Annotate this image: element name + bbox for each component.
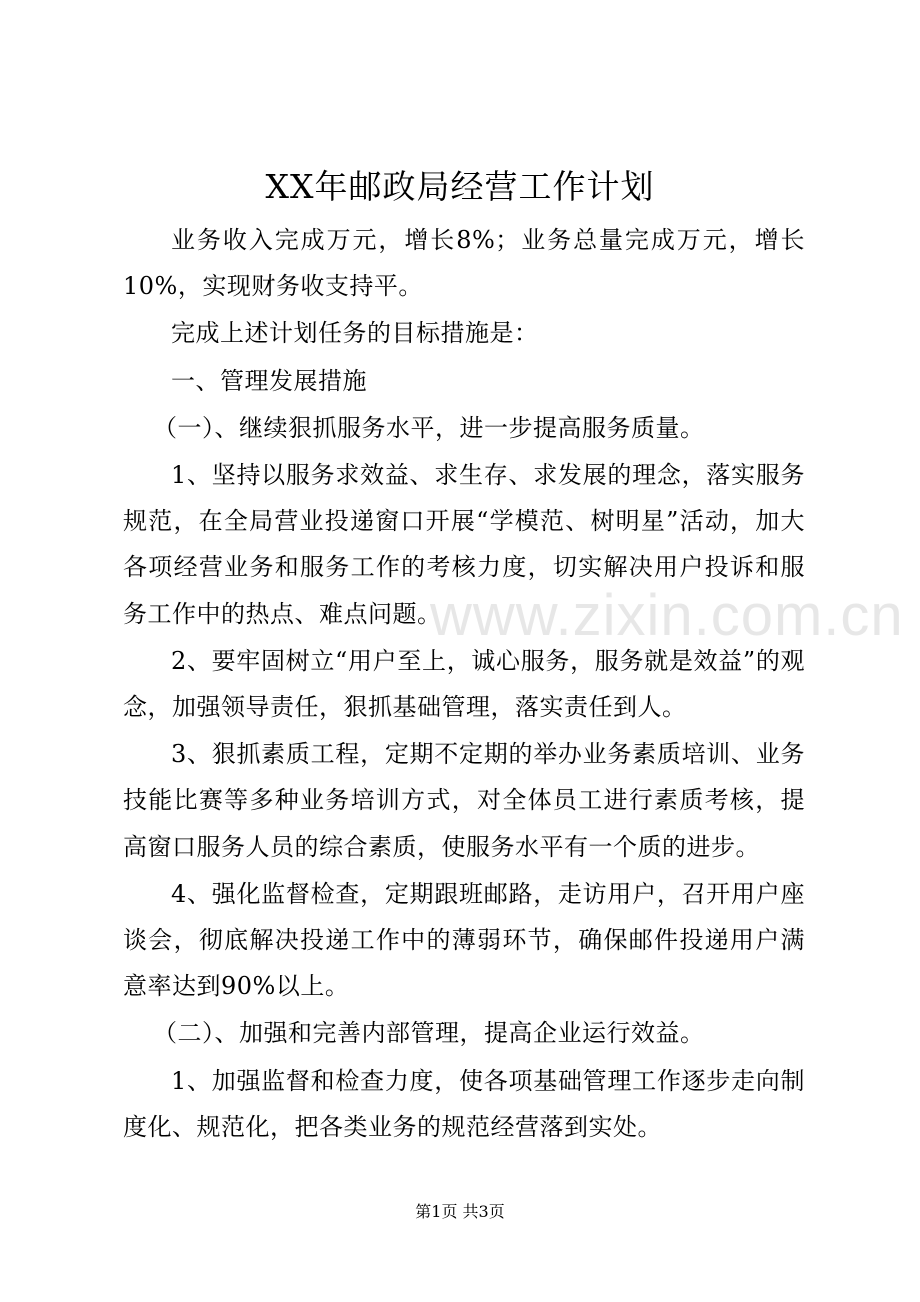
section-heading-management: 一、管理发展措施 [171, 366, 367, 395]
paragraph-item-3: 3、狠抓素质工程，定期不定期的举办业务素质培训、业务技能比赛等多种业务培训方式，对全体员工进行素质考核，提高窗口服务人员的综合素质，使服务水平有一个质的进步。 [123, 740, 805, 861]
watermark: www.zixin.com.cn [430, 583, 904, 648]
subsection-heading-service: （一）、继续狠抓服务水平，进一步提高服务质量。 [153, 413, 705, 442]
page-footer: 第1页 共3页 [415, 1202, 505, 1221]
document-title: XX年邮政局经营工作计划 [265, 167, 655, 206]
paragraph-item-1: 1、坚持以服务求效益、求生存、求发展的理念，落实服务规范，在全局营业投递窗口开展“学模范、树明星”活动，加大各项经营业务和服务工作的考核力度，切实解决用户投诉和服务工作中的热点、难点问题。 [123, 461, 805, 628]
document-body [123, 217, 805, 1151]
paragraph-item-2: 2、要牢固树立“用户至上，诚心服务，服务就是效益”的观念，加强领导责任，狠抓基础管理，落实责任到人。 [123, 646, 805, 722]
paragraph-revenue-target: 业务收入完成万元，增长8%；业务总量完成万元，增长10%，实现财务收支持平。 [123, 226, 805, 301]
paragraph-sub-item-1: 1、加强监督和检查力度，使各项基础管理工作逐步走向制度化、规范化，把各类业务的规范经营落到实处。 [123, 1066, 805, 1141]
subsection-heading-internal-management: （二）、加强和完善内部管理，提高企业运行效益。 [153, 1019, 705, 1048]
paragraph-item-4: 4、强化监督检查，定期跟班邮路，走访用户，召开用户座谈会，彻底解决投递工作中的薄弱环节，确保邮件投递用户满意率达到90%以上。 [123, 879, 805, 1001]
paragraph-measures-intro: 完成上述计划任务的目标措施是： [171, 319, 539, 348]
